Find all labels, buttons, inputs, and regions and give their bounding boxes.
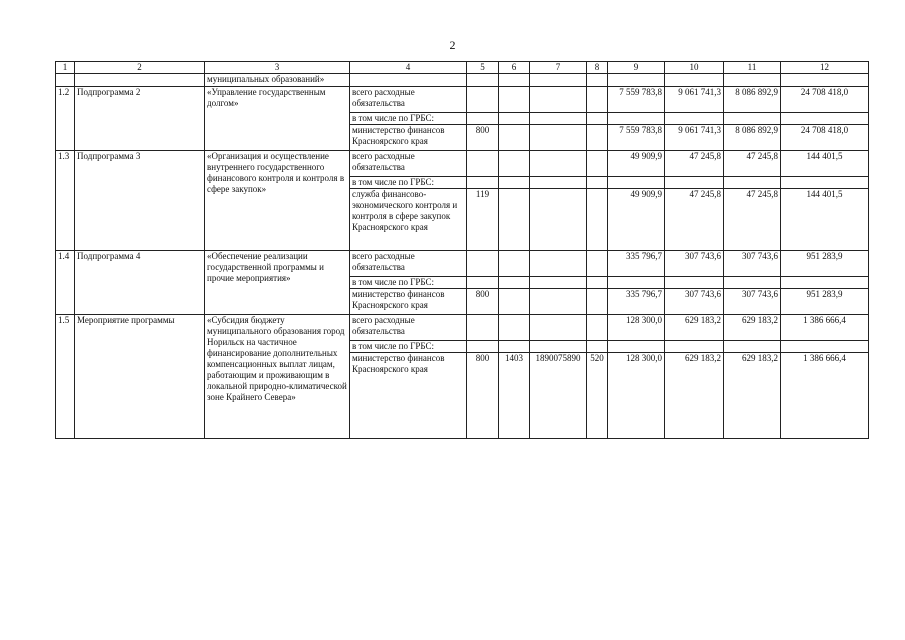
cell-csr	[530, 251, 587, 277]
cell-label: всего расходные обязательства	[350, 151, 467, 177]
cell-grbs	[467, 251, 499, 277]
cell-vr	[587, 151, 608, 177]
cell-label: в том числе по ГРБС:	[350, 277, 467, 289]
cell-year-2: 307 743,6	[665, 289, 724, 315]
cell-year-2: 307 743,6	[665, 251, 724, 277]
row-type: Подпрограмма 4	[75, 251, 205, 315]
cell-year-1: 49 909,9	[608, 151, 665, 177]
cell-rzpr	[499, 251, 530, 277]
cell-year-2	[665, 177, 724, 189]
cell-total: 951 283,9	[781, 289, 869, 315]
cell-label: в том числе по ГРБС:	[350, 341, 467, 353]
cell-year-3	[724, 177, 781, 189]
cell-rzpr	[499, 189, 530, 251]
column-number-row	[56, 62, 869, 74]
cell-year-3: 629 183,2	[724, 353, 781, 439]
continuation-row	[56, 74, 869, 87]
cell-csr	[530, 315, 587, 341]
cell-year-2	[665, 113, 724, 125]
cell-year-2: 629 183,2	[665, 315, 724, 341]
cell-total: 144 401,5	[781, 189, 869, 251]
cell-label: в том числе по ГРБС:	[350, 177, 467, 189]
col-header: 5	[467, 62, 499, 74]
cell-rzpr	[499, 277, 530, 289]
cell-vr	[587, 87, 608, 113]
cell-year-3: 8 086 892,9	[724, 87, 781, 113]
cell-year-1	[608, 113, 665, 125]
cell-year-2	[665, 277, 724, 289]
cell-year-2: 47 245,8	[665, 189, 724, 251]
col-header: 11	[724, 62, 781, 74]
cell-grbs: 800	[467, 289, 499, 315]
cell-grbs	[467, 341, 499, 353]
table-body	[56, 87, 869, 439]
cell-vr: 520	[587, 353, 608, 439]
cell-total: 24 708 418,0	[781, 125, 869, 151]
cell-csr	[530, 113, 587, 125]
cell-rzpr	[499, 151, 530, 177]
cell-rzpr	[499, 315, 530, 341]
cell-year-2: 629 183,2	[665, 353, 724, 439]
cell-grbs: 119	[467, 189, 499, 251]
cell-vr	[587, 289, 608, 315]
col-header: 9	[608, 62, 665, 74]
cell-label: всего расходные обязательства	[350, 251, 467, 277]
row-number: 1.4	[56, 251, 75, 315]
cell-year-2: 9 061 741,3	[665, 87, 724, 113]
table-row	[56, 315, 869, 341]
cell-csr	[530, 189, 587, 251]
cell-year-3: 8 086 892,9	[724, 125, 781, 151]
table-row	[56, 251, 869, 277]
cell-rzpr	[499, 113, 530, 125]
cell-year-2	[665, 341, 724, 353]
cell-total: 1 386 666,4	[781, 353, 869, 439]
row-type: Подпрограмма 2	[75, 87, 205, 151]
cell-total	[781, 341, 869, 353]
cell-total: 1 386 666,4	[781, 315, 869, 341]
row-name: «Управление государственным долгом»	[205, 87, 350, 151]
cell-label: министерство финансов Красноярского края	[350, 289, 467, 315]
cell-csr	[530, 277, 587, 289]
cell-label: всего расходные обязательства	[350, 87, 467, 113]
table-row	[56, 151, 869, 177]
cell-year-1: 128 300,0	[608, 315, 665, 341]
cell-rzpr	[499, 341, 530, 353]
row-name: «Субсидия бюджету муниципального образования город Норильск на частичное финансирование дополнительных компенсационных выплат лицам, работающим и проживающим в локальной природно-климатической зоне Крайнего Севера»	[205, 315, 350, 439]
col-header: 4	[350, 62, 467, 74]
cell-rzpr	[499, 87, 530, 113]
continuation-text: муниципальных образований»	[205, 74, 350, 87]
cell-rzpr	[499, 125, 530, 151]
cell-csr: 1890075890	[530, 353, 587, 439]
cell-year-1: 335 796,7	[608, 289, 665, 315]
cell-total	[781, 277, 869, 289]
cell-csr	[530, 151, 587, 177]
cell-csr	[530, 289, 587, 315]
col-header: 12	[781, 62, 869, 74]
col-header: 3	[205, 62, 350, 74]
cell-label: служба финансово-экономического контроля и контроля в сфере закупок Красноярского края	[350, 189, 467, 251]
cell-year-1	[608, 341, 665, 353]
cell-total: 951 283,9	[781, 251, 869, 277]
col-header: 1	[56, 62, 75, 74]
col-header: 8	[587, 62, 608, 74]
cell-total	[781, 177, 869, 189]
col-header: 6	[499, 62, 530, 74]
cell-label: министерство финансов Красноярского края	[350, 353, 467, 439]
row-type: Подпрограмма 3	[75, 151, 205, 251]
cell-year-3	[724, 341, 781, 353]
cell-year-2: 47 245,8	[665, 151, 724, 177]
cell-csr	[530, 341, 587, 353]
table-row	[56, 87, 869, 113]
cell-vr	[587, 189, 608, 251]
cell-total: 24 708 418,0	[781, 87, 869, 113]
cell-year-1: 128 300,0	[608, 353, 665, 439]
cell-year-3	[724, 277, 781, 289]
cell-vr	[587, 251, 608, 277]
col-header: 10	[665, 62, 724, 74]
cell-grbs	[467, 277, 499, 289]
cell-year-3: 629 183,2	[724, 315, 781, 341]
cell-vr	[587, 315, 608, 341]
cell-year-1: 7 559 783,8	[608, 87, 665, 113]
row-name: «Организация и осуществление внутреннего государственного финансового контроля и контроля в сфере закупок»	[205, 151, 350, 251]
cell-rzpr	[499, 177, 530, 189]
cell-year-3: 47 245,8	[724, 151, 781, 177]
row-number: 1.2	[56, 87, 75, 151]
cell-total	[781, 113, 869, 125]
cell-grbs	[467, 87, 499, 113]
row-number: 1.5	[56, 315, 75, 439]
cell-vr	[587, 125, 608, 151]
budget-table	[55, 61, 869, 439]
cell-grbs: 800	[467, 353, 499, 439]
cell-rzpr	[499, 289, 530, 315]
cell-year-1: 335 796,7	[608, 251, 665, 277]
row-name: «Обеспечение реализации государственной программы и прочие мероприятия»	[205, 251, 350, 315]
cell-grbs: 800	[467, 125, 499, 151]
cell-label: всего расходные обязательства	[350, 315, 467, 341]
cell-grbs	[467, 151, 499, 177]
cell-year-1: 49 909,9	[608, 189, 665, 251]
col-header: 2	[75, 62, 205, 74]
cell-label: министерство финансов Красноярского края	[350, 125, 467, 151]
cell-csr	[530, 125, 587, 151]
cell-vr	[587, 113, 608, 125]
cell-year-1	[608, 177, 665, 189]
cell-grbs	[467, 315, 499, 341]
page-number: 2	[449, 38, 456, 52]
cell-year-3: 47 245,8	[724, 189, 781, 251]
cell-year-1	[608, 277, 665, 289]
cell-vr	[587, 277, 608, 289]
cell-year-3: 307 743,6	[724, 251, 781, 277]
row-type: Мероприятие программы	[75, 315, 205, 439]
cell-csr	[530, 87, 587, 113]
cell-year-1: 7 559 783,8	[608, 125, 665, 151]
cell-label: в том числе по ГРБС:	[350, 113, 467, 125]
cell-vr	[587, 341, 608, 353]
cell-grbs	[467, 113, 499, 125]
cell-year-2: 9 061 741,3	[665, 125, 724, 151]
cell-grbs	[467, 177, 499, 189]
cell-total: 144 401,5	[781, 151, 869, 177]
cell-year-3	[724, 113, 781, 125]
cell-csr	[530, 177, 587, 189]
col-header: 7	[530, 62, 587, 74]
cell-rzpr: 1403	[499, 353, 530, 439]
cell-year-3: 307 743,6	[724, 289, 781, 315]
row-number: 1.3	[56, 151, 75, 251]
cell-vr	[587, 177, 608, 189]
